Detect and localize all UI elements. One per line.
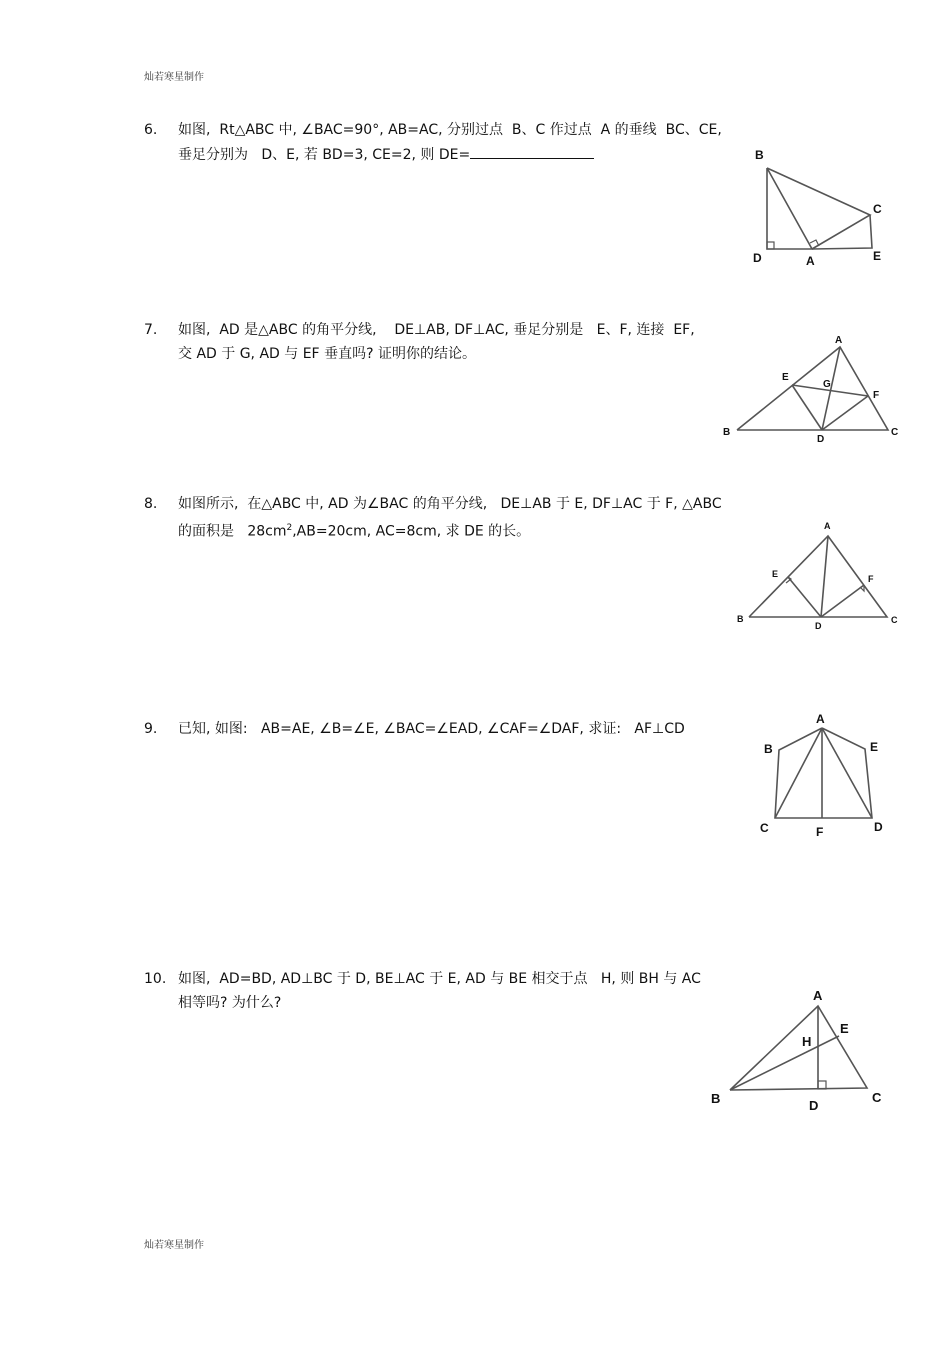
figure-8 xyxy=(730,518,910,633)
label-h: H xyxy=(802,1034,812,1049)
right-angle-d xyxy=(818,1081,826,1089)
label-b: B xyxy=(764,742,773,756)
line-ad xyxy=(822,728,872,818)
problem-number: 9. xyxy=(144,721,158,737)
label-d: D xyxy=(815,621,822,631)
pentagon-abcde xyxy=(775,728,872,818)
label-b: B xyxy=(755,148,764,162)
label-a: A xyxy=(806,254,815,268)
page-footer: 灿若寒星制作 xyxy=(144,1240,204,1251)
answer-blank[interactable] xyxy=(470,142,594,159)
triangle-abc xyxy=(749,536,887,617)
problem-text-line1: 如图, AD=BD, AD⊥BC 于 D, BE⊥AC 于 E, AD 与 BE 相交于点 H, 则 BH 与 AC xyxy=(178,971,701,987)
problem-text-line1: 如图, AD 是△ABC 的角平分线, DE⊥AB, DF⊥AC, 垂足分别是 E、F, 连接 EF, xyxy=(178,322,695,338)
problem-number: 8. xyxy=(144,496,158,512)
problem-text-line1: 已知, 如图: AB=AE, ∠B=∠E, ∠BAC=∠EAD, ∠CAF=∠DAF, 求证: AF⊥CD xyxy=(178,721,685,737)
line-bca xyxy=(767,168,870,249)
label-d: D xyxy=(817,434,825,445)
label-c: C xyxy=(891,427,899,438)
line-de xyxy=(788,577,821,617)
label-a: A xyxy=(835,335,843,346)
right-angle-d xyxy=(767,242,774,249)
label-c: C xyxy=(873,202,882,216)
line-ac xyxy=(775,728,822,818)
label-e: E xyxy=(870,740,879,754)
label-f: F xyxy=(816,825,824,839)
problem-text-line2: 的面积是 $28cm^2,AB=20cm$, AC=8cm, 求 DE 的长。 xyxy=(178,523,531,540)
label-a: A xyxy=(816,712,825,726)
label-e: E xyxy=(873,249,882,263)
label-a: A xyxy=(824,521,831,531)
label-f: F xyxy=(873,390,880,401)
problem-text-line2: 垂足分别为 D、E, 若 BD=3, CE=2, 则 DE= xyxy=(178,142,818,167)
line-ad xyxy=(821,536,828,617)
label-e: E xyxy=(840,1021,849,1036)
page-header: 灿若寒星制作 xyxy=(144,72,204,83)
label-c: C xyxy=(891,615,898,625)
label-d: D xyxy=(809,1098,819,1113)
label-c: C xyxy=(872,1090,882,1105)
label-e: E xyxy=(772,569,779,579)
problem-number: 7. xyxy=(144,322,158,338)
line-df xyxy=(821,585,864,617)
problem-text-line1: 如图, Rt△ABC 中, ∠BAC=90°, AB=AC, 分别过点 B、C 作过点 A 的垂线 BC、CE, xyxy=(178,122,722,138)
triangle-bda xyxy=(767,168,812,249)
problem-number: 10. xyxy=(144,971,167,987)
label-e: E xyxy=(782,372,789,383)
label-f: F xyxy=(868,574,874,584)
line-be xyxy=(730,1036,839,1090)
figure-7 xyxy=(720,330,910,450)
label-b: B xyxy=(723,427,731,438)
label-g: G xyxy=(823,379,831,390)
label-d: D xyxy=(753,251,762,265)
label-d: D xyxy=(874,820,883,834)
triangle-abc xyxy=(730,1006,867,1090)
label-b: B xyxy=(737,614,744,624)
label-a: A xyxy=(813,988,823,1003)
label-c: C xyxy=(760,821,769,835)
problem-text-line2: 交 AD 于 G, AD 与 EF 垂直吗? 证明你的结论。 xyxy=(178,346,476,362)
figure-10 xyxy=(705,985,895,1115)
figure-6 xyxy=(740,145,900,275)
problem-text-line1: 如图所示, 在△ABC 中, AD 为∠BAC 的角平分线, DE⊥AB 于 E, DF⊥AC 于 F, △ABC xyxy=(178,496,722,512)
line-de xyxy=(792,385,822,430)
figure-9 xyxy=(750,710,900,840)
problem-number: 6. xyxy=(144,122,158,138)
problem-text-line2: 相等吗? 为什么? xyxy=(178,995,282,1011)
label-b: B xyxy=(711,1091,721,1106)
